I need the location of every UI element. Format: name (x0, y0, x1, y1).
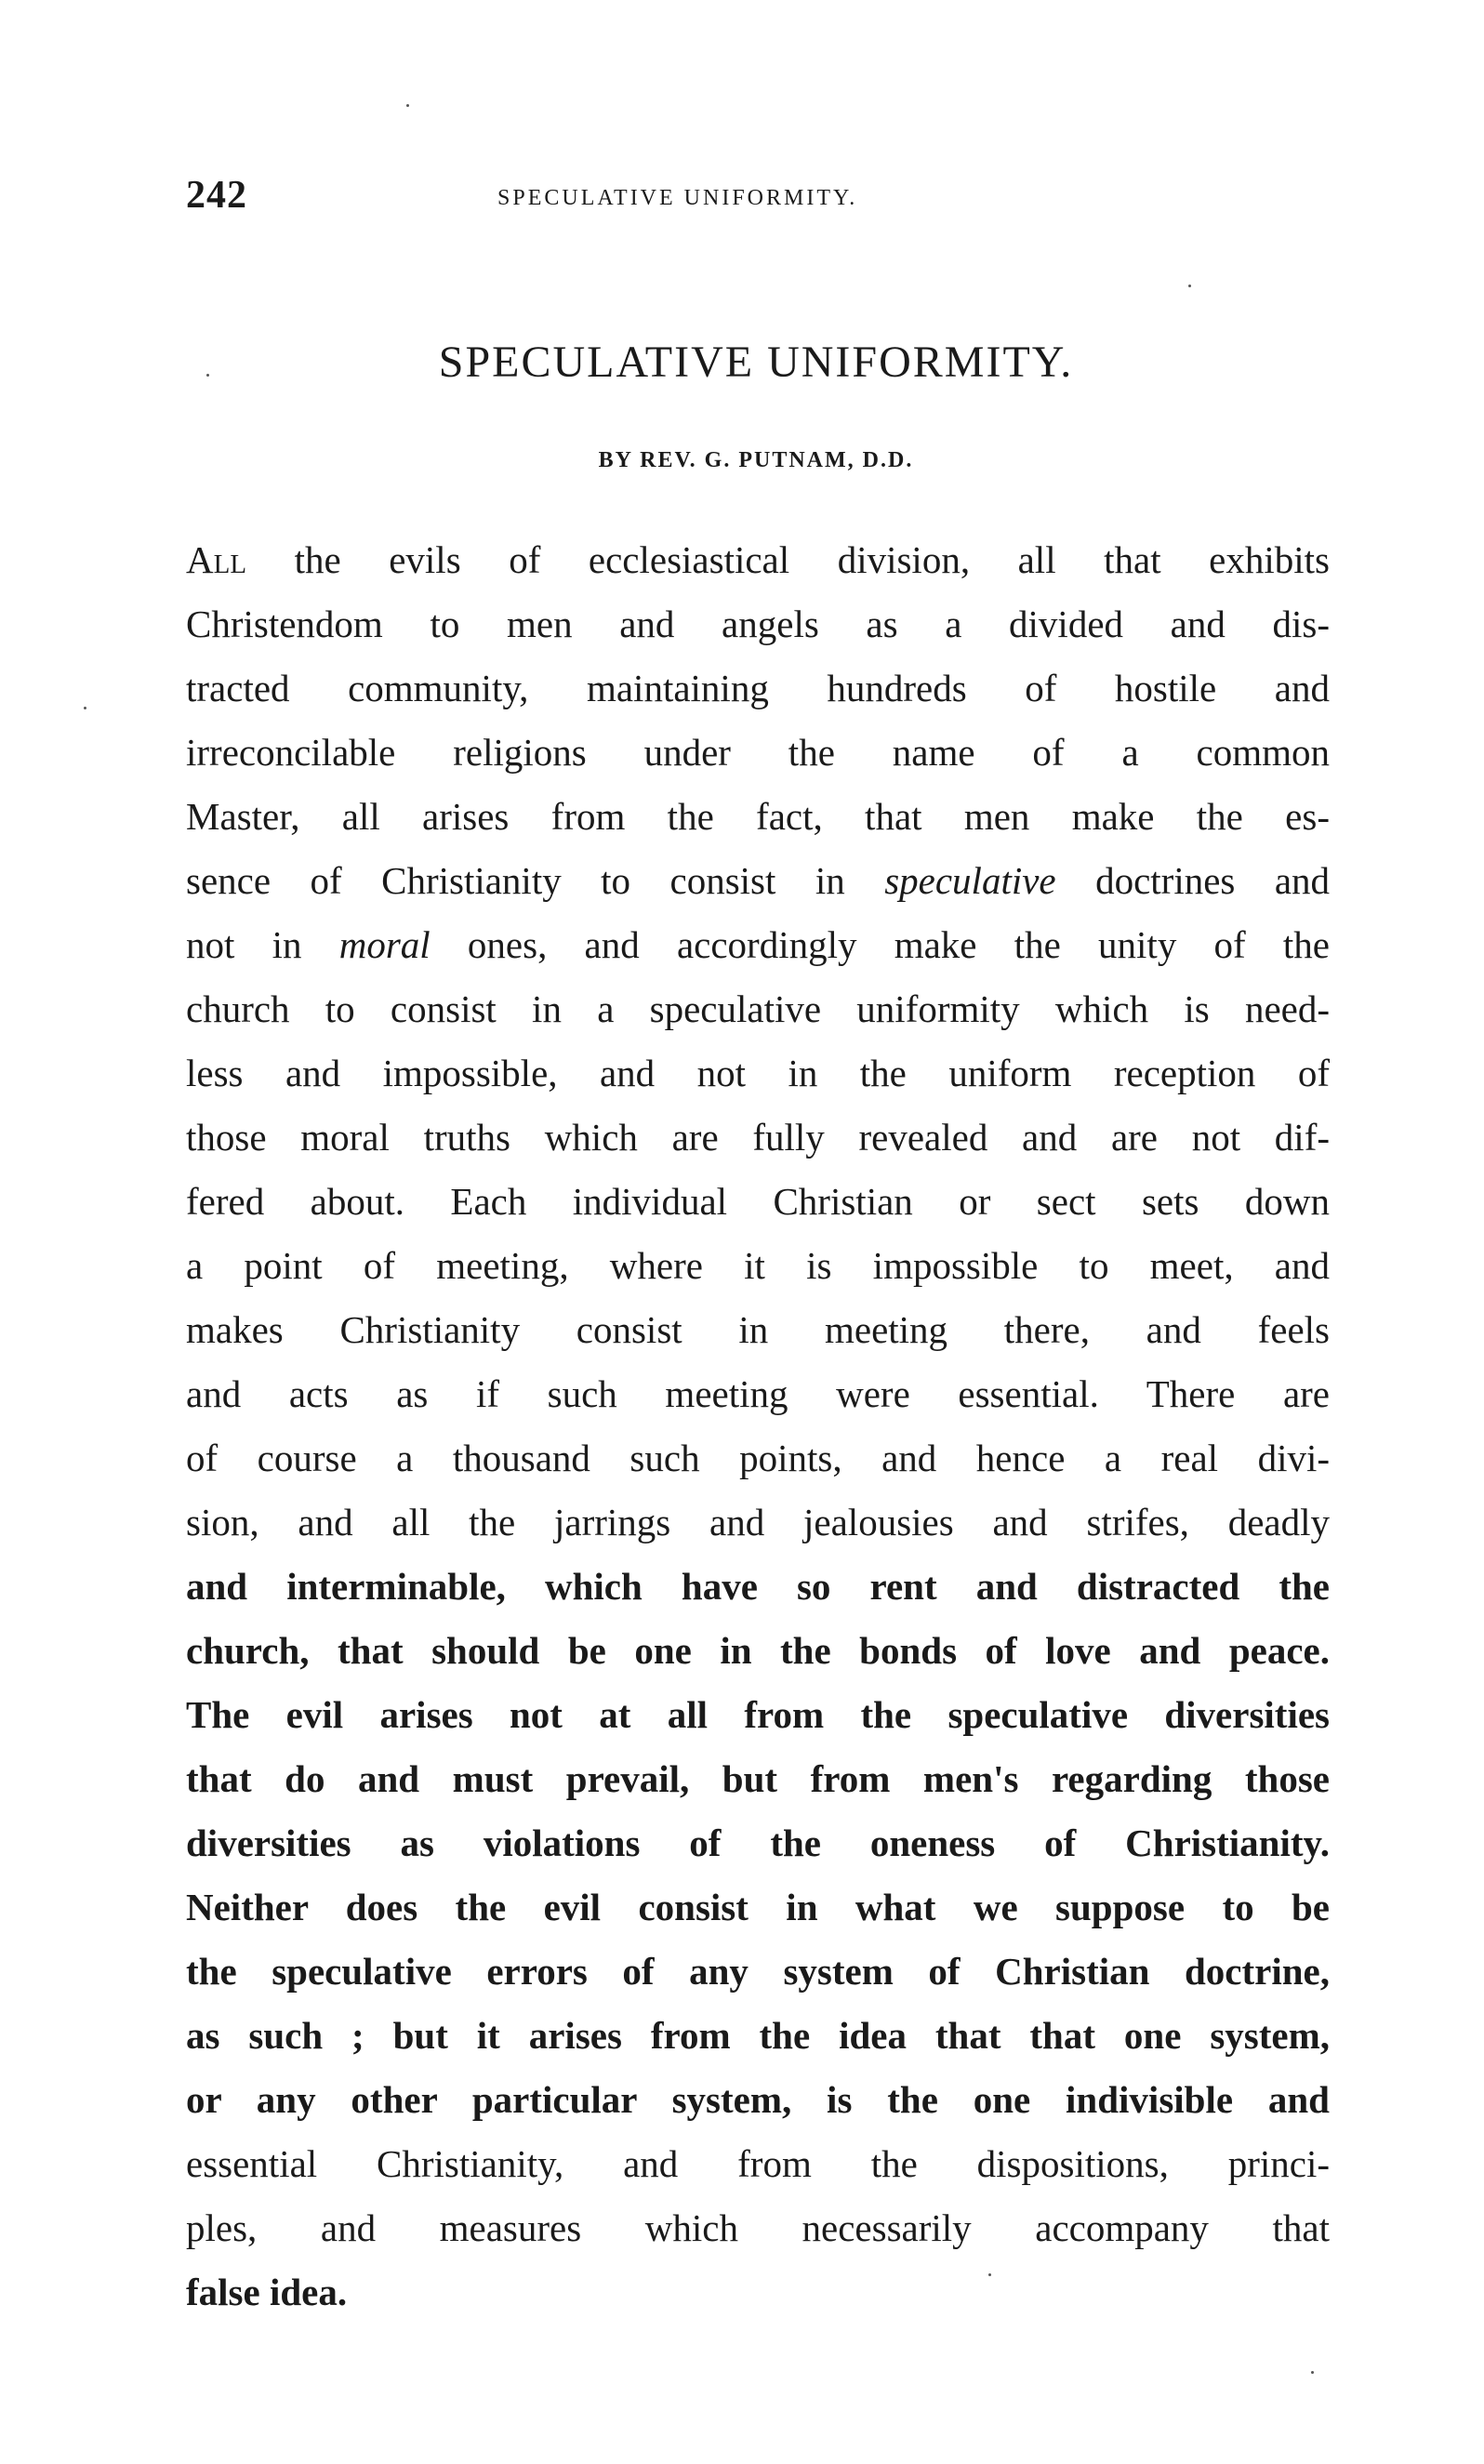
page-number: 242 (186, 174, 247, 217)
body-line: and interminable, which have so rent and distracted the (186, 1565, 1330, 1608)
italic-word-moral: moral (338, 923, 431, 966)
paper-speck (988, 2273, 991, 2276)
body-line: sence of Christianity to consist in speculative doctrines and (186, 859, 1331, 902)
running-head (186, 173, 1330, 229)
body-line: essential Christianity, and from the dispositions, princi- (186, 2142, 1330, 2185)
body-line: of course a thousand such points, and hence a real divi- (186, 1437, 1330, 1479)
body-line: those moral truths which are fully revealed and are not dif- (186, 1116, 1330, 1159)
body-line: as such ; but it arises from the idea that that one system, (186, 2014, 1330, 2057)
body-line: church, that should be one in the bonds of love and peace. (186, 1629, 1330, 1672)
body-line: not in moral ones, and accordingly make the unity of the (186, 923, 1330, 966)
body-line: All the evils of ecclesiastical division, all that exhibits (186, 538, 1330, 581)
body-line: tracted community, maintaining hundreds of hostile and (186, 667, 1330, 709)
body-line: church to consist in a speculative uniformity which is need- (186, 987, 1330, 1030)
body-line: or any other particular system, is the one indivisible and (186, 2078, 1330, 2121)
body-line: and acts as if such meeting were essential. There are (186, 1372, 1330, 1415)
body-line: makes Christianity consist in meeting there, and feels (186, 1308, 1330, 1351)
body-line: Neither does the evil consist in what we suppose to be (186, 1886, 1330, 1928)
body-line: false idea. (186, 2271, 348, 2313)
body-line: Christendom to men and angels as a divided and dis- (186, 603, 1330, 645)
body-line: The evil arises not at all from the speculative diversities (186, 1693, 1330, 1736)
body-line: the speculative errors of any system of Christian doctrine, (186, 1950, 1330, 1993)
body-line: ples, and measures which necessarily accompany that (186, 2206, 1330, 2249)
paper-speck (1311, 2371, 1314, 2374)
body-line: a point of meeting, where it is impossible to meet, and (186, 1244, 1330, 1287)
body-line: Master, all arises from the fact, that men make the es- (186, 795, 1330, 838)
body-line: fered about. Each individual Christian or sect sets down (186, 1180, 1330, 1223)
running-title: SPECULATIVE UNIFORMITY. (497, 186, 858, 210)
body-line: that do and must prevail, but from men's regarding those (186, 1757, 1330, 1800)
italic-word-speculative: speculative (884, 859, 1056, 902)
article-body (186, 528, 1330, 2325)
article-title: SPECULATIVE UNIFORMITY. (438, 338, 1074, 387)
paper-speck (84, 707, 86, 709)
body-line: irreconcilable religions under the name of a common (186, 731, 1330, 774)
body-line: less and impossible, and not in the uniform reception of (186, 1052, 1330, 1094)
paper-speck (206, 374, 209, 377)
body-line: sion, and all the jarrings and jealousies and strifes, deadly (186, 1501, 1330, 1543)
paper-speck (406, 104, 409, 107)
body-line: diversities as violations of the oneness of Christianity. (186, 1822, 1330, 1864)
article-byline: BY REV. G. PUTNAM, D.D. (598, 448, 914, 472)
paper-speck (1188, 285, 1191, 287)
opening-word: All (186, 538, 247, 581)
